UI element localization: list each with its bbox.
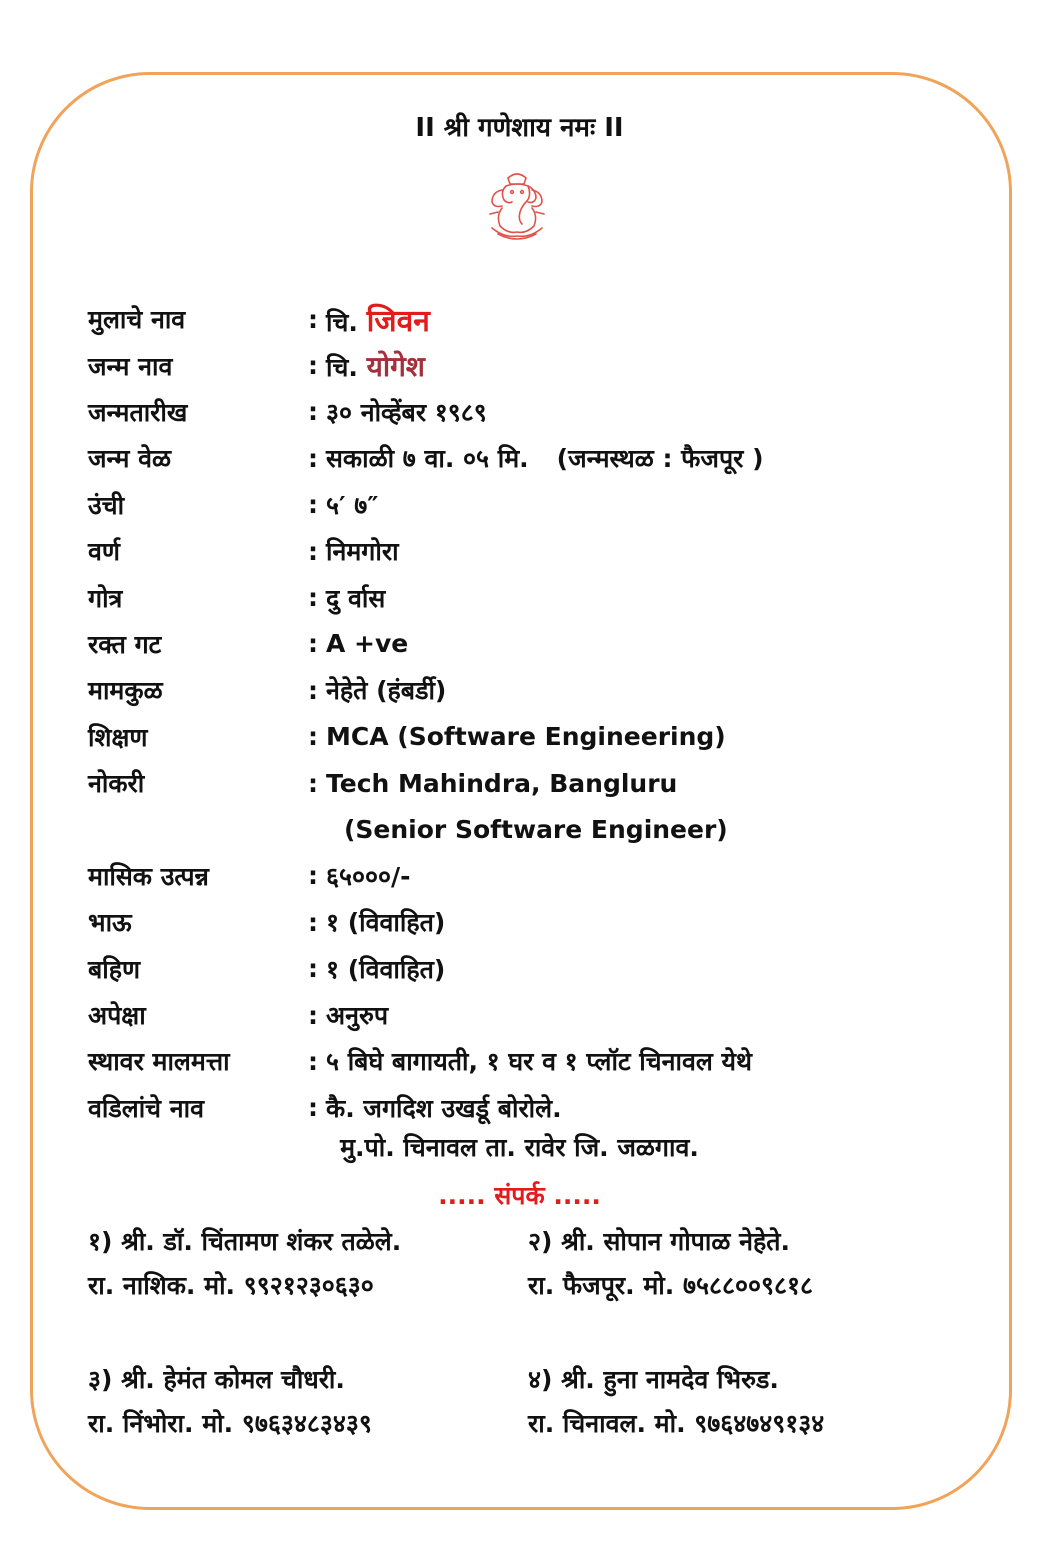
field-colon: :: [308, 722, 318, 752]
field-value: कै. जगदिश उखर्डू बोरोले.: [326, 1093, 562, 1123]
contact-2: [528, 1220, 813, 1308]
birth-place: (जन्मस्थळ : फैजपूर ): [556, 444, 764, 474]
field-label: वर्ण: [88, 537, 120, 567]
field-colon: :: [308, 1046, 318, 1076]
field-value: A +ve: [326, 629, 409, 659]
field-prefix: चि.: [326, 307, 358, 337]
contact-heading: ..... संपर्क .....: [438, 1181, 601, 1210]
invocation-heading: II श्री गणेशाय नमः II: [415, 113, 624, 143]
field-value-highlight: योगेश: [366, 349, 425, 383]
field-education: [88, 714, 988, 760]
field-blood-group: [88, 621, 988, 667]
field-value: १ (विवाहित): [326, 908, 446, 938]
field-label: शिक्षण: [88, 722, 148, 752]
field-colon: :: [308, 1000, 318, 1030]
field-father-name: [88, 1085, 988, 1131]
field-label: जन्मतारीख: [88, 397, 188, 427]
field-value: १ (विवाहित): [326, 954, 446, 984]
field-birth-time: [88, 435, 988, 481]
field-value: Tech Mahindra, Bangluru: [326, 768, 678, 798]
field-label: वडिलांचे नाव: [88, 1093, 205, 1123]
field-value: सकाळी ७ वा. ०५ मि.: [326, 444, 529, 474]
field-sister: [88, 945, 988, 991]
field-value-highlight: जिवन: [366, 303, 430, 339]
address-line: मु.पो. चिनावल ता. रावेर जि. जळगाव.: [340, 1133, 699, 1162]
field-label: बहिण: [88, 954, 141, 984]
field-colon: :: [308, 768, 318, 798]
field-colon: :: [308, 629, 318, 659]
field-value: (Senior Software Engineer): [344, 814, 728, 844]
biodata-details: [88, 296, 988, 1131]
field-colon: :: [308, 861, 318, 891]
field-label: जन्म वेळ: [88, 444, 172, 474]
field-colon: :: [308, 304, 318, 334]
field-birth-name: [88, 342, 988, 388]
field-expectation: [88, 992, 988, 1038]
field-label: भाऊ: [88, 908, 132, 938]
field-property: [88, 1038, 988, 1084]
field-label: मामकुळ: [88, 676, 163, 706]
field-label: नोकरी: [88, 769, 145, 799]
field-colon: :: [308, 675, 318, 705]
contact-detail: रा. चिनावल. मो. ९७६४७४९१३४: [528, 1409, 825, 1438]
field-label: गोत्र: [88, 583, 123, 613]
field-colon: :: [308, 490, 318, 520]
field-monthly-income: [88, 853, 988, 899]
field-value: ६५०००/-: [326, 861, 411, 891]
field-label: अपेक्षा: [88, 1001, 146, 1031]
contact-3: [88, 1358, 372, 1446]
contact-name: ३) श्री. हेमंत कोमल चौधरी.: [88, 1365, 345, 1394]
ganesha-icon: [478, 168, 556, 246]
field-label: मासिक उत्पन्न: [88, 861, 209, 891]
field-label: मुलाचे नाव: [88, 305, 186, 335]
field-value: MCA (Software Engineering): [326, 722, 726, 752]
contact-detail: रा. नाशिक. मो. ९९२१२३०६३०: [88, 1271, 374, 1300]
field-colon: :: [308, 583, 318, 613]
field-colon: :: [308, 351, 318, 381]
field-height: [88, 482, 988, 528]
field-job-designation: [88, 806, 988, 852]
field-colon: :: [308, 1093, 318, 1123]
field-label: स्थावर मालमत्ता: [88, 1047, 230, 1077]
contact-name: ४) श्री. हुना नामदेव भिरुड.: [528, 1365, 779, 1394]
field-prefix: चि.: [326, 352, 358, 382]
field-colon: :: [308, 397, 318, 427]
contact-4: [528, 1358, 824, 1446]
field-gotra: [88, 574, 988, 620]
field-colon: :: [308, 536, 318, 566]
field-value: ५′ ७″: [326, 490, 379, 520]
field-value: दु र्वास: [326, 583, 386, 613]
field-value: ३० नोव्हेंबर १९८९: [326, 397, 487, 427]
field-boy-name: [88, 296, 988, 342]
field-value: नेहेते (हंबर्डी): [326, 676, 447, 706]
contact-detail: रा. निंभोरा. मो. ९७६३४८३४३९: [88, 1409, 372, 1438]
field-value: ५ बिघे बागायती, १ घर व १ प्लॉट चिनावल येथे: [326, 1047, 752, 1077]
field-colon: :: [308, 443, 318, 473]
contact-1: [88, 1220, 401, 1308]
field-job: [88, 760, 988, 806]
contact-name: २) श्री. सोपान गोपाळ नेहेते.: [528, 1227, 790, 1256]
field-label: रक्त गट: [88, 629, 162, 659]
field-value: निमगोरा: [326, 537, 399, 567]
contact-name: १) श्री. डॉ. चिंतामण शंकर तळेले.: [88, 1227, 402, 1256]
field-colon: :: [308, 907, 318, 937]
contact-detail: रा. फैजपूर. मो. ७५८८००९८१८: [528, 1271, 813, 1300]
field-birth-date: [88, 389, 988, 435]
field-maternal-family: [88, 667, 988, 713]
field-brother: [88, 899, 988, 945]
field-colon: :: [308, 954, 318, 984]
field-label: जन्म नाव: [88, 351, 173, 381]
field-complexion: [88, 528, 988, 574]
field-value: अनुरुप: [326, 1001, 389, 1031]
field-label: उंची: [88, 490, 125, 520]
